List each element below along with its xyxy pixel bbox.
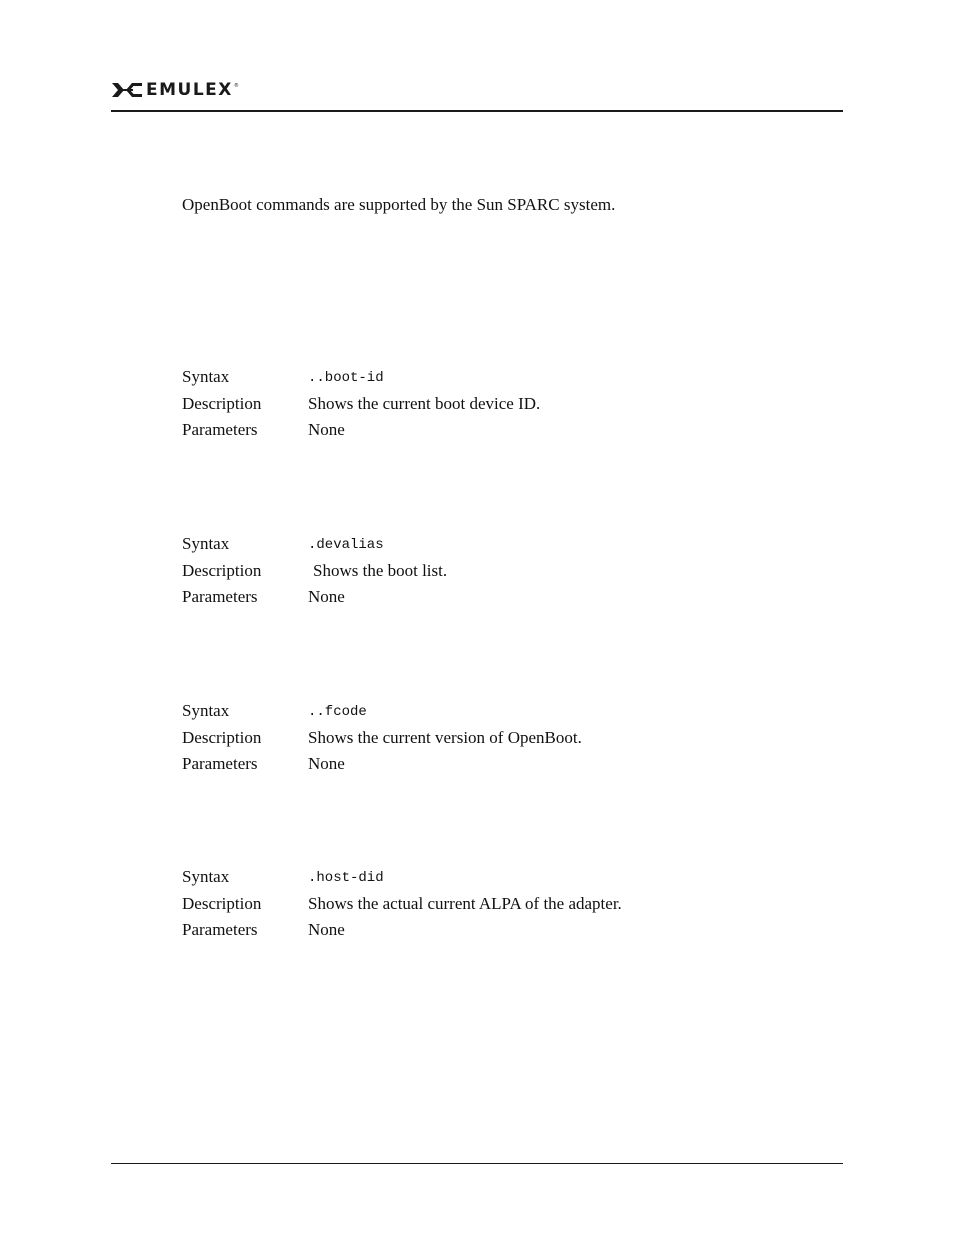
description-value: Shows the boot list.	[313, 560, 448, 580]
emulex-wordmark: EMULEX	[146, 80, 233, 100]
syntax-label: Syntax	[182, 367, 230, 386]
parameters-value: None	[308, 420, 345, 439]
syntax-row	[182, 866, 782, 893]
description-value: Shows the current boot device ID.	[308, 393, 541, 413]
syntax-label: Syntax	[182, 534, 230, 553]
syntax-row	[182, 700, 782, 727]
description-label: Description	[182, 560, 262, 580]
description-value: Shows the actual current ALPA of the adapter.	[308, 893, 622, 913]
description-label: Description	[182, 727, 262, 747]
command-fcode	[182, 700, 782, 780]
command-devalias	[182, 533, 782, 613]
parameters-row	[182, 419, 782, 446]
description-row	[182, 727, 782, 754]
parameters-row	[182, 753, 782, 780]
command-boot-id	[182, 366, 782, 446]
syntax-value: ..fcode	[308, 704, 367, 720]
parameters-label: Parameters	[182, 920, 258, 939]
trademark-mark: ®	[233, 83, 239, 89]
page-header	[111, 76, 843, 112]
description-value: Shows the current version of OpenBoot.	[308, 727, 582, 747]
syntax-label: Syntax	[182, 867, 230, 886]
syntax-label: Syntax	[182, 701, 230, 720]
syntax-row	[182, 366, 782, 393]
description-row	[182, 893, 782, 920]
parameters-row	[182, 919, 782, 946]
emulex-x-mark-icon	[111, 82, 143, 98]
parameters-label: Parameters	[182, 420, 258, 439]
command-host-did	[182, 866, 782, 946]
intro-paragraph: OpenBoot commands are supported by the Sun SPARC system.	[182, 195, 616, 214]
parameters-value: None	[308, 754, 345, 773]
description-label: Description	[182, 393, 262, 413]
description-label: Description	[182, 893, 262, 913]
parameters-label: Parameters	[182, 754, 258, 773]
parameters-value: None	[308, 920, 345, 939]
footer-divider	[111, 1163, 843, 1164]
description-row	[182, 393, 782, 420]
parameters-value: None	[308, 587, 345, 606]
emulex-logo	[111, 81, 239, 99]
parameters-row	[182, 586, 782, 613]
syntax-value: .devalias	[308, 537, 384, 553]
parameters-label: Parameters	[182, 587, 258, 606]
description-row	[182, 560, 782, 587]
syntax-row	[182, 533, 782, 560]
syntax-value: ..boot-id	[308, 370, 384, 386]
syntax-value: .host-did	[308, 870, 384, 886]
